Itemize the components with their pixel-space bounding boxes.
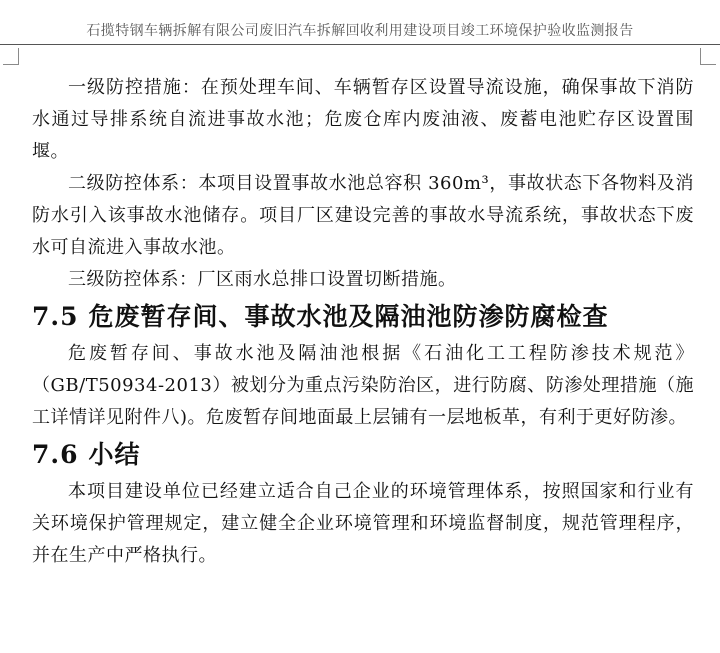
crop-mark-right [700, 48, 716, 65]
section-number: 7.5 [32, 302, 79, 331]
paragraph-level2-system: 二级防控体系：本项目设置事故水池总容积 360m³，事故状态下各物料及消防水引入该事故水池储存。项目厂区建设完善的事故水导流系统，事故状态下废水可自流进入事故水池。 [32, 173, 694, 258]
paragraph-level3-system: 三级防控体系：厂区雨水总排口设置切断措施。 [68, 269, 457, 290]
document-body [32, 72, 694, 572]
header-rule [0, 44, 720, 45]
section-heading-7-5 [32, 296, 694, 338]
paragraph-anti-seepage: 危废暂存间、事故水池及隔油池根据《石油化工工程防渗技术规范》（GB/T50934-2013）被划分为重点污染防治区，进行防腐、防渗处理措施（施工详情详见附件八)。危废暂存间地面最上层铺有一层地板革，有利于更好防渗。 [32, 343, 694, 428]
section-heading-7-6 [32, 434, 694, 476]
running-header: 石揽特钢车辆拆解有限公司废旧汽车拆解回收利用建设项目竣工环境保护验收监测报告 [86, 23, 634, 39]
crop-mark-left [3, 48, 19, 65]
section-title: 危废暂存间、事故水池及隔油池防渗防腐检查 [88, 302, 609, 331]
paragraph-summary: 本项目建设单位已经建立适合自己企业的环境管理体系，按照国家和行业有关环境保护管理规定，建立健全企业环境管理和环境监督制度，规范管理程序，并在生产中严格执行。 [32, 481, 694, 566]
paragraph-level1-measures: 一级防控措施：在预处理车间、车辆暂存区设置导流设施，确保事故下消防水通过导排系统自流进事故水池；危废仓库内废油液、废蓄电池贮存区设置围堰。 [32, 77, 694, 162]
section-title: 小结 [88, 440, 141, 469]
section-number: 7.6 [32, 440, 79, 469]
